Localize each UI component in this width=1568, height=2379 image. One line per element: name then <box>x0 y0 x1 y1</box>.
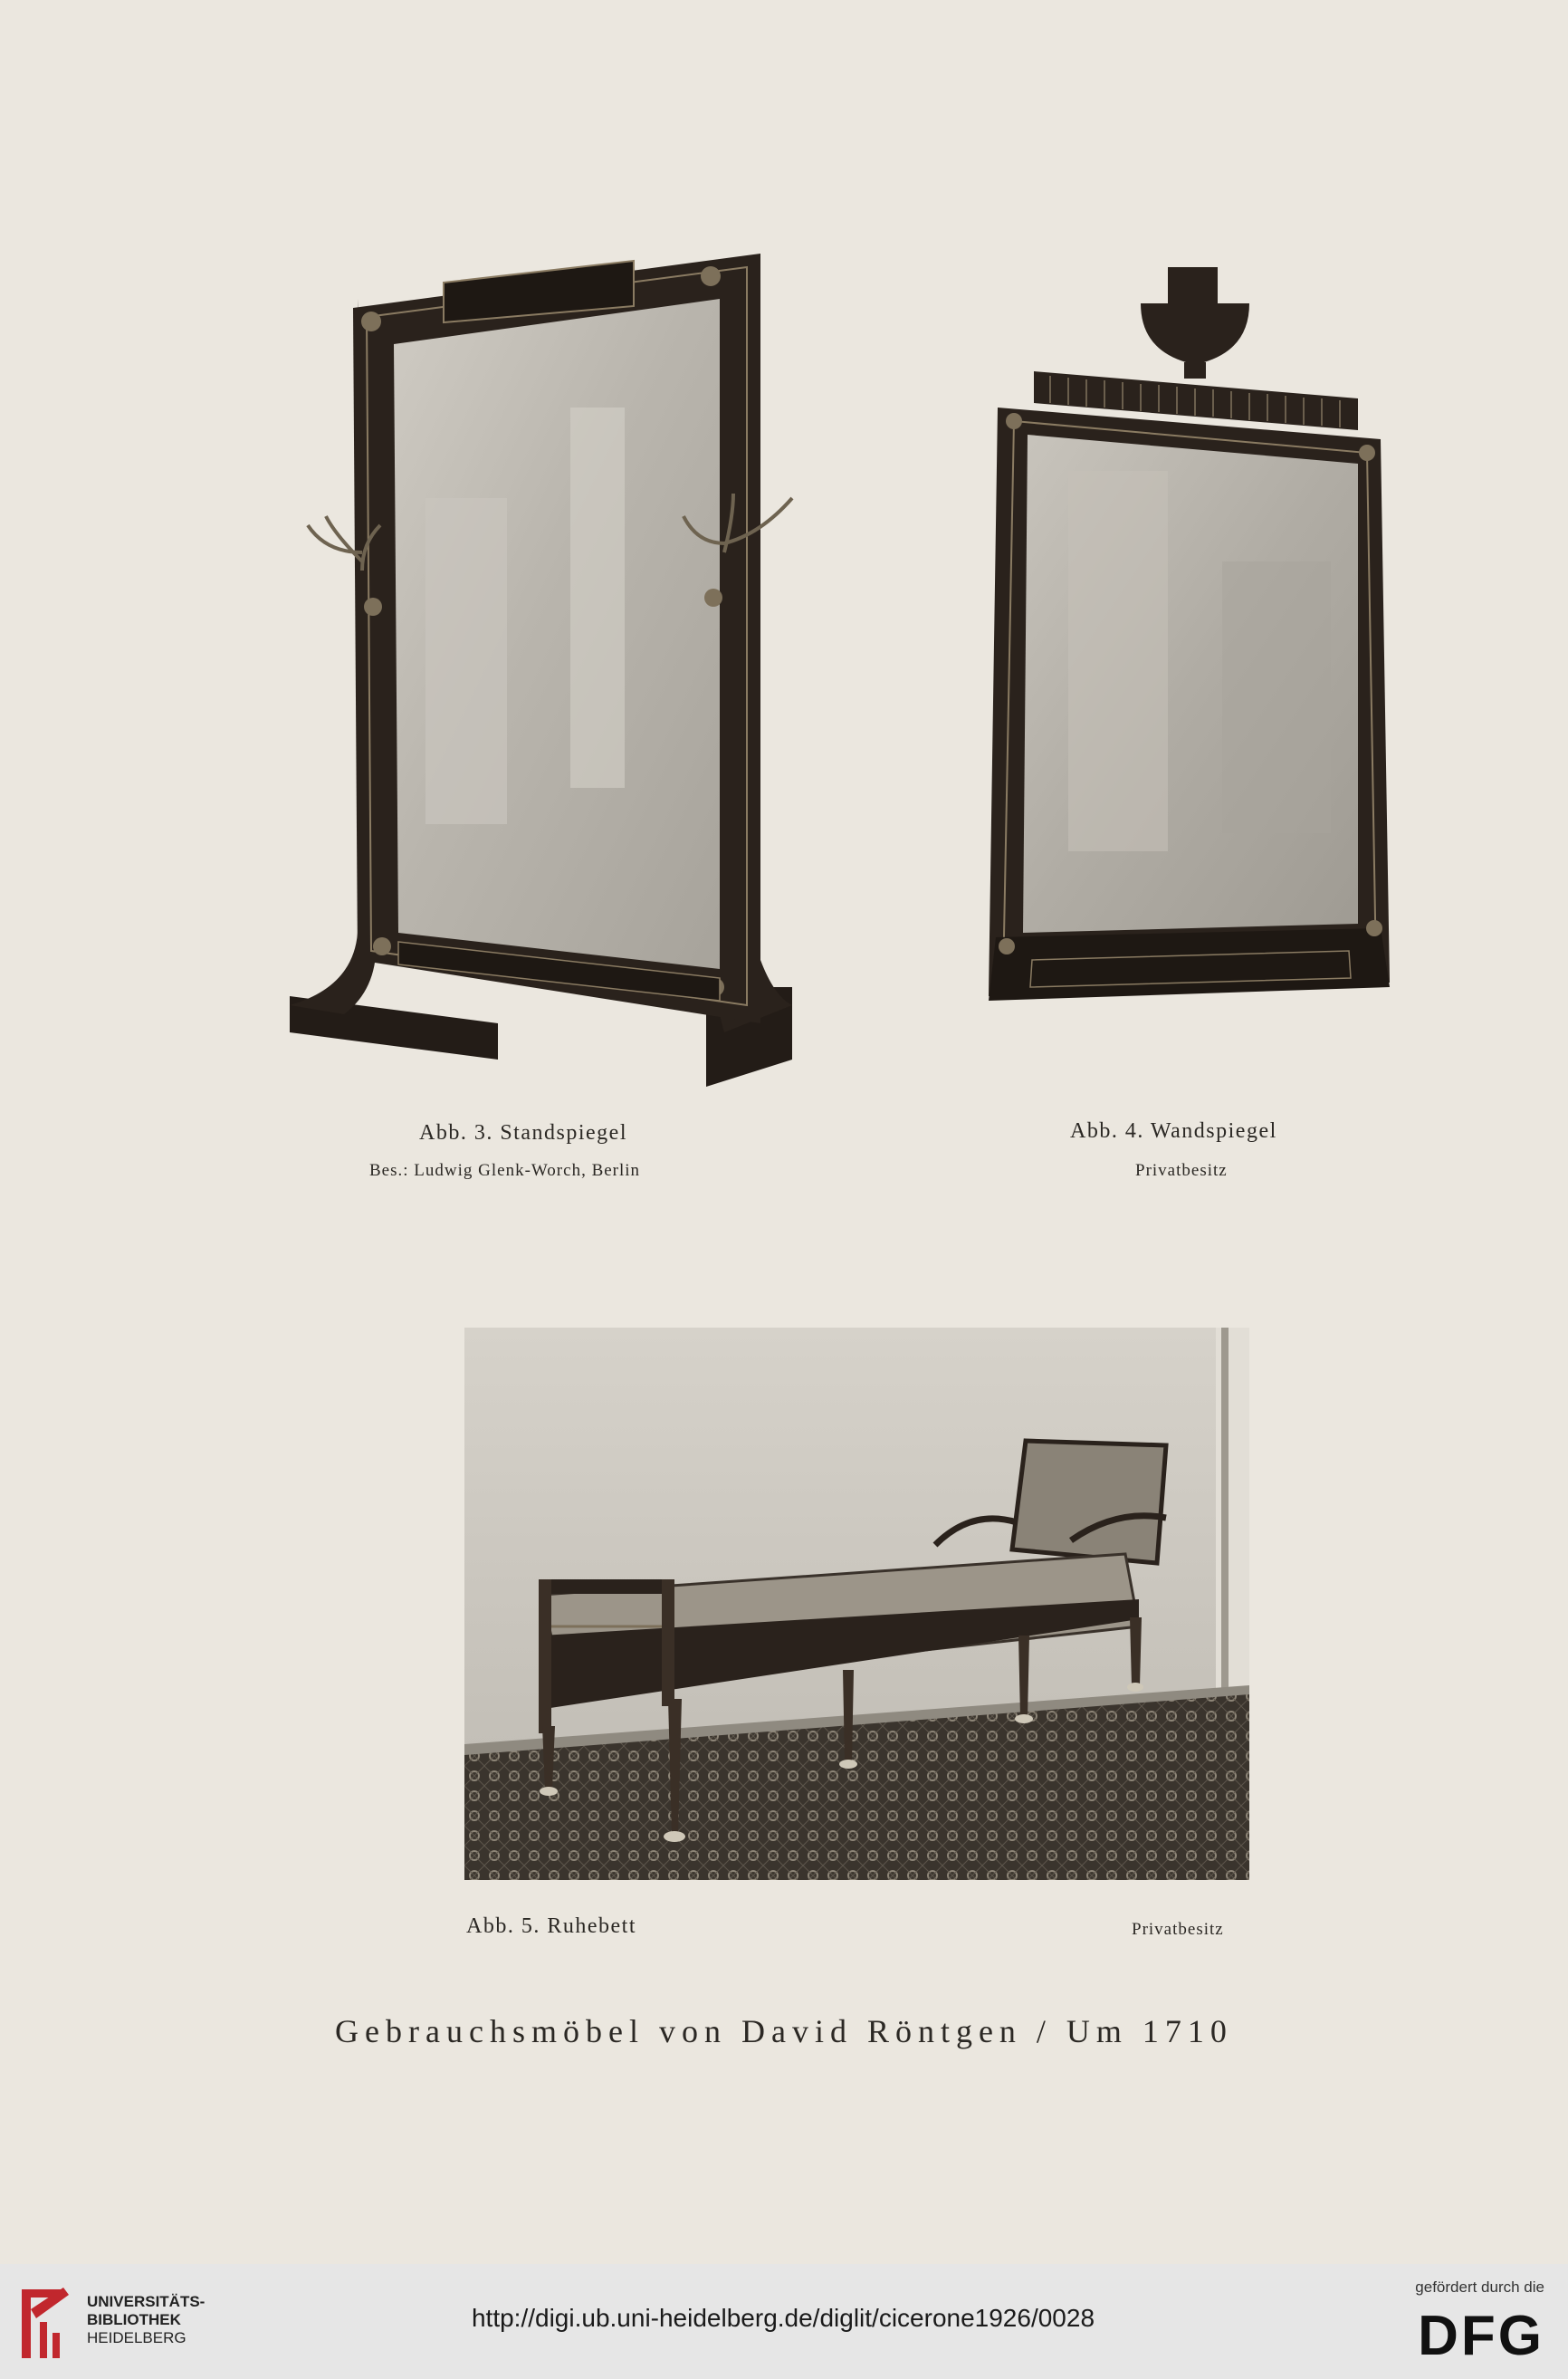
source-url-link[interactable]: http://digi.ub.uni-heidelberg.de/diglit/cicerone1926/0028 <box>471 2304 1095 2332</box>
funding-note: gefördert durch die <box>1415 2278 1544 2296</box>
caption-abb4: Abb. 4. Wandspiegel <box>1070 1119 1277 1143</box>
caption-abb5: Abb. 5. Ruhebett <box>466 1914 636 1938</box>
library-line-2: BIBLIOTHEK <box>87 2311 181 2328</box>
library-line-1: UNIVERSITÄTS- <box>87 2293 206 2310</box>
credit-abb5: Privatbesitz <box>1132 1920 1224 1939</box>
university-library-logo-icon <box>16 2282 76 2370</box>
plate-standspiegel-image <box>272 245 815 1096</box>
plate-wandspiegel-image <box>978 263 1403 1060</box>
page-caption: Gebrauchsmöbel von David Röntgen / Um 1710 <box>335 2013 1233 2049</box>
credit-abb3: Bes.: Ludwig Glenk-Worch, Berlin <box>369 1161 641 1180</box>
caption-abb3: Abb. 3. Standspiegel <box>419 1121 627 1145</box>
credit-abb4: Privatbesitz <box>1135 1161 1228 1180</box>
dfg-logo: DFG <box>1418 2305 1544 2367</box>
university-library-name <box>87 2293 205 2347</box>
footer-bar <box>0 2264 1568 2379</box>
plate-ruhebett-image <box>464 1328 1249 1880</box>
library-line-3: HEIDELBERG <box>87 2329 186 2346</box>
